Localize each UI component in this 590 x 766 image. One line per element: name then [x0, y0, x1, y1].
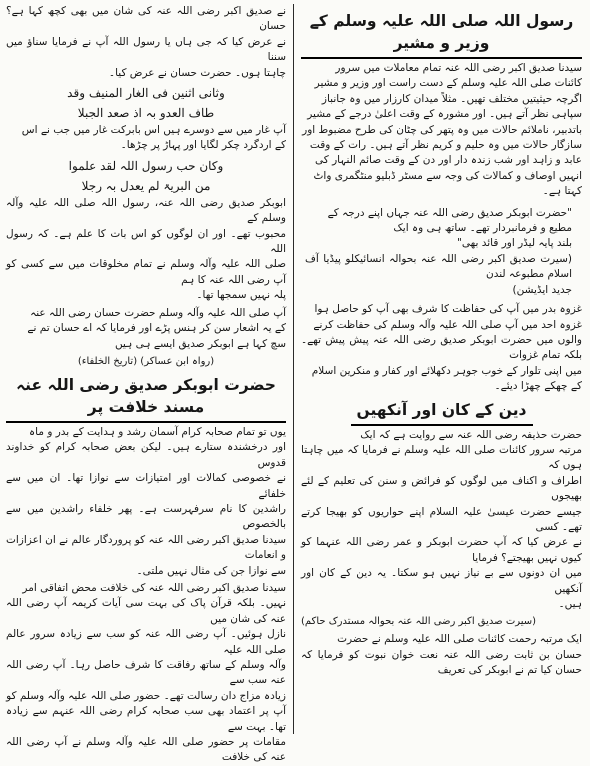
text-line: مرتبہ سرور کائنات صلی اللہ علیہ وسلم نے فرمایا کہ میں چاہتا ہوں کہ: [301, 443, 582, 472]
heading-text: رسول اللہ صلی اللہ علیہ وسلم کے وزیر و مشیر: [301, 10, 582, 59]
text-line: وآلہ وسلم کے ساتھ رفاقت کا شرف حاصل رہا۔ آپ رضی اللہ عنہ سب سے: [6, 659, 286, 687]
paragraph-caliphate: [6, 581, 286, 766]
text-line: کائنات صلی اللہ علیہ وسلم کے دست راست اور وزیر و مشیر: [314, 77, 582, 90]
text-line: اطراف و اکناف میں لوگوں کو فرائض و سنن کی تعلیم کے لئے بھیجوں: [301, 474, 582, 503]
text-line: میں ان دونوں سے بے نیاز نہیں ہو سکتا۔ یہ دین کے کان اور آنکھیں: [301, 567, 582, 595]
text-line: کے اردگرد چکر لگایا اور پہاڑ پر چڑھا۔: [120, 139, 286, 152]
text-line: نازل ہوئیں۔ آپ رضی اللہ عنہ کو سب سے زیادہ سرور عالم صلی اللہ علیہ: [6, 628, 286, 656]
left-column: [0, 0, 292, 764]
text-line: صلی اللہ علیہ وآلہ وسلم نے تمام مخلوقات میں سے کسی کو آپ رضی اللہ عنہ کا ہم: [6, 258, 286, 286]
text-line: طاف العدو بہ اذ صعد الجبلا: [77, 106, 215, 121]
text-line: راشدین کا نام سرفہرست ہے۔ پھر خلفاء راشدین میں سے بالخصوص: [6, 502, 286, 531]
text-line: وکان حب رسول اللہ لقد علموا: [68, 158, 224, 173]
text-line: حسان بن ثابت رضی اللہ عنہ نعت خوان نبوت کو فرمایا کہ حسان کیا تم نے ابوبکر کی تعریف: [301, 648, 582, 677]
paragraph-companions: [6, 425, 286, 579]
text-line: آپ پر اعتماد بھی سب صحابہ کرام رضی اللہ عنہم سے زیادہ تھا۔ بہت سے: [6, 705, 286, 733]
text-line: وثانی اثنین فی الغار المنیف وقد: [67, 86, 225, 101]
paragraph-verse-translation-1: [6, 123, 286, 154]
text-line: باتدبیر، ناملائم حالات میں وہ پتھر کی چٹان کی طرح مضبوط اور: [302, 123, 582, 136]
text-line: نے عرض کیا کہ آپ حضرت ابوبکر و عمر رضی اللہ عنہما کو کیوں نہیں بھیجتے؟ فرمایا: [301, 536, 582, 564]
text-line: چاہتا ہوں۔ حضرت حسان نے عرض کیا۔: [108, 66, 286, 79]
text-line: نے صدیق اکبر رضی اللہ عنہ کی شان میں بھی کچھ کہا ہے؟ حسان: [6, 5, 286, 33]
text-line: آپ غار میں سے دوسرے ہیں اس بابرکت غار میں جب نے اس: [21, 124, 286, 137]
heading-text: دین کے کان اور آنکھیں: [351, 399, 533, 426]
text-line: مطیع و فرمانبردار تھے۔ ساتھ ہی وہ ایک: [393, 222, 572, 235]
text-line: یوں تو تمام صحابہ کرام آسمان رشد و ہدایت کے بدر و ماہ: [29, 425, 286, 438]
right-column: [295, 0, 590, 738]
text-line: جیسے حضرت عیسیٰ علیہ السلام اپنے حواریوں کو بھیجا کرتے تھے۔ کسی: [301, 505, 582, 533]
text-line: جدید ایڈیشن): [512, 283, 572, 296]
text-line: "حضرت ابوبکر صدیق رضی اللہ عنہ جہاں اپنے درجہ کے: [327, 206, 572, 219]
section-heading-ears-eyes: [301, 399, 582, 426]
text-line: آپ صلی اللہ علیہ وآلہ وسلم حضرت حسان رضی اللہ عنہ: [30, 306, 286, 319]
text-line: اور درخشندہ ستارے ہیں۔ لیکن بعض صحابہ کرام کو خداوند قدوس: [6, 441, 286, 469]
text-line: سیدنا صدیق اکبر رضی اللہ عنہ کی خلافت محض اتفاقی امر: [22, 581, 286, 594]
arabic-verse-1: [6, 83, 286, 123]
heading-text: حضرت ابوبکر صدیق رضی اللہ عنہ مسند خلافت پر: [6, 374, 286, 423]
column-divider: [293, 4, 294, 734]
text-line: ایک مرتبہ رحمت کائنات صلی اللہ علیہ وسلم نے حضرت: [337, 633, 582, 646]
text-line: غزوہ احد میں آپ صلی اللہ علیہ وآلہ وسلم کی حفاظت کرنے: [313, 318, 582, 331]
text-line: کے یہ اشعار سن کر ہنس پڑے اور فرمایا کہ اے حسان تم نے: [27, 322, 286, 335]
text-line: والوں میں حضرت ابوبکر صدیق رضی اللہ عنہ پیش پیش تھے۔ بلکہ تمام غزوات: [301, 333, 582, 362]
reference-mustadrak: (سیرت صدیق اکبر رضی اللہ عنہ بحوالہ مستدرک حاکم): [301, 616, 537, 628]
text-line: زیادہ مزاج دان رسالت تھے۔ حضور صلی اللہ علیہ وآلہ وسلم کو: [6, 689, 286, 702]
text-line: انہیں اوصاف و کمالات کی وجہ سے مسٹر ڈبلیو منٹگمری واٹ: [313, 169, 582, 182]
text-line: کہتا ہے۔: [542, 185, 582, 198]
quote-montgomery-watt: [305, 206, 572, 298]
text-line: محبوب تھے۔ اور ان لوگوں کو اس بات کا علم ہے۔ کہ رسول اللہ: [6, 227, 286, 256]
section-heading-caliphate: [6, 374, 286, 423]
text-line: ابوبکر صدیق رضی اللہ عنہ، رسول اللہ صلی اللہ علیہ وآلہ وسلم کے: [6, 196, 286, 225]
text-line: بلند پایہ لیڈر اور قائد بھی": [457, 237, 572, 250]
paragraph-verse-translation-2: [6, 196, 286, 304]
text-line: نے خصوصی کمالات اور امتیازات سے نوازا تھا۔ ان میں سے خلفائے: [6, 472, 286, 500]
text-line: سے نوازا جن کی مثال نہیں ملتی۔: [136, 564, 286, 577]
text-line: ہیں۔: [558, 598, 582, 610]
text-line: میں اپنی تلوار کے خوب جوہر دکھلائے اور کفار و منکرین اسلام: [311, 364, 582, 377]
text-line: اگرچہ حیثیتیں مختلف تھیں۔ مثلاً میدان کارزار میں وہ جانباز: [321, 92, 582, 105]
text-line: سازگار حالات میں وہ حلیم و کریم نظر آتے ہیں۔ رات کے وقت: [309, 139, 582, 152]
text-line: سچ کہا ہے ابوبکر صدیق ایسے ہی ہیں: [114, 337, 286, 350]
paragraph-hassan: [301, 632, 582, 678]
text-line: حضرت حذیفہ رضی اللہ عنہ سے روایت ہے کہ ایک: [360, 428, 582, 441]
text-line: سیدنا صدیق اکبر رضی اللہ عنہ کو پروردگار عالم نے ان اعزازات و انعامات: [6, 533, 286, 562]
paragraph-hadith: [301, 428, 582, 613]
paragraph-battles: [301, 302, 582, 394]
text-line: پلہ نہیں سمجھا تھا۔: [196, 289, 286, 302]
text-line: من البریۃ لم یعدل بہ رجلا: [81, 178, 211, 193]
text-line: مقامات پر حضور صلی اللہ علیہ وآلہ وسلم نے آپ رضی اللہ عنہ کی خلافت: [6, 736, 286, 764]
text-line: نے عرض کیا کہ جی ہاں یا رسول اللہ آپ نے فرمایا سناؤ میں سننا: [6, 35, 286, 64]
text-line: سیدنا صدیق اکبر رضی اللہ عنہ تمام معاملات میں سرور: [335, 62, 582, 74]
paragraph-prophet-laughed: [6, 306, 286, 352]
text-line: عابد و زاہد اور شب زندہ دار اور دن کے وقت صائم النہار کی: [315, 154, 582, 167]
paragraph-advisor: [301, 61, 582, 200]
reference-ibn-asakir: (رواہ ابن عساکر) (تاریخ الخلفاء): [77, 355, 215, 367]
text-line: کے چھکے چھڑا دیئے۔: [494, 380, 582, 393]
text-line: سپاہی نظر آتے ہیں۔ اور مشورہ کے وقت اعلیٰ درجے کے مشیر: [307, 108, 582, 121]
section-heading-advisor: [301, 10, 582, 59]
paragraph-hassan-continued: [6, 4, 286, 81]
text-line: غزوہ بدر میں آپ کی حفاظت کا شرف بھی آپ کو حاصل ہوا: [314, 303, 582, 316]
arabic-verse-2: [6, 156, 286, 196]
text-line: نہیں۔ بلکہ قرآن پاک کی بہت سی آیات کریمہ آپ رضی اللہ عنہ کی شان میں: [6, 597, 286, 625]
text-line: (سیرت صدیق اکبر رضی اللہ عنہ بحوالہ انسائیکلو پیڈیا آف اسلام مطبوعہ لندن: [305, 252, 572, 281]
